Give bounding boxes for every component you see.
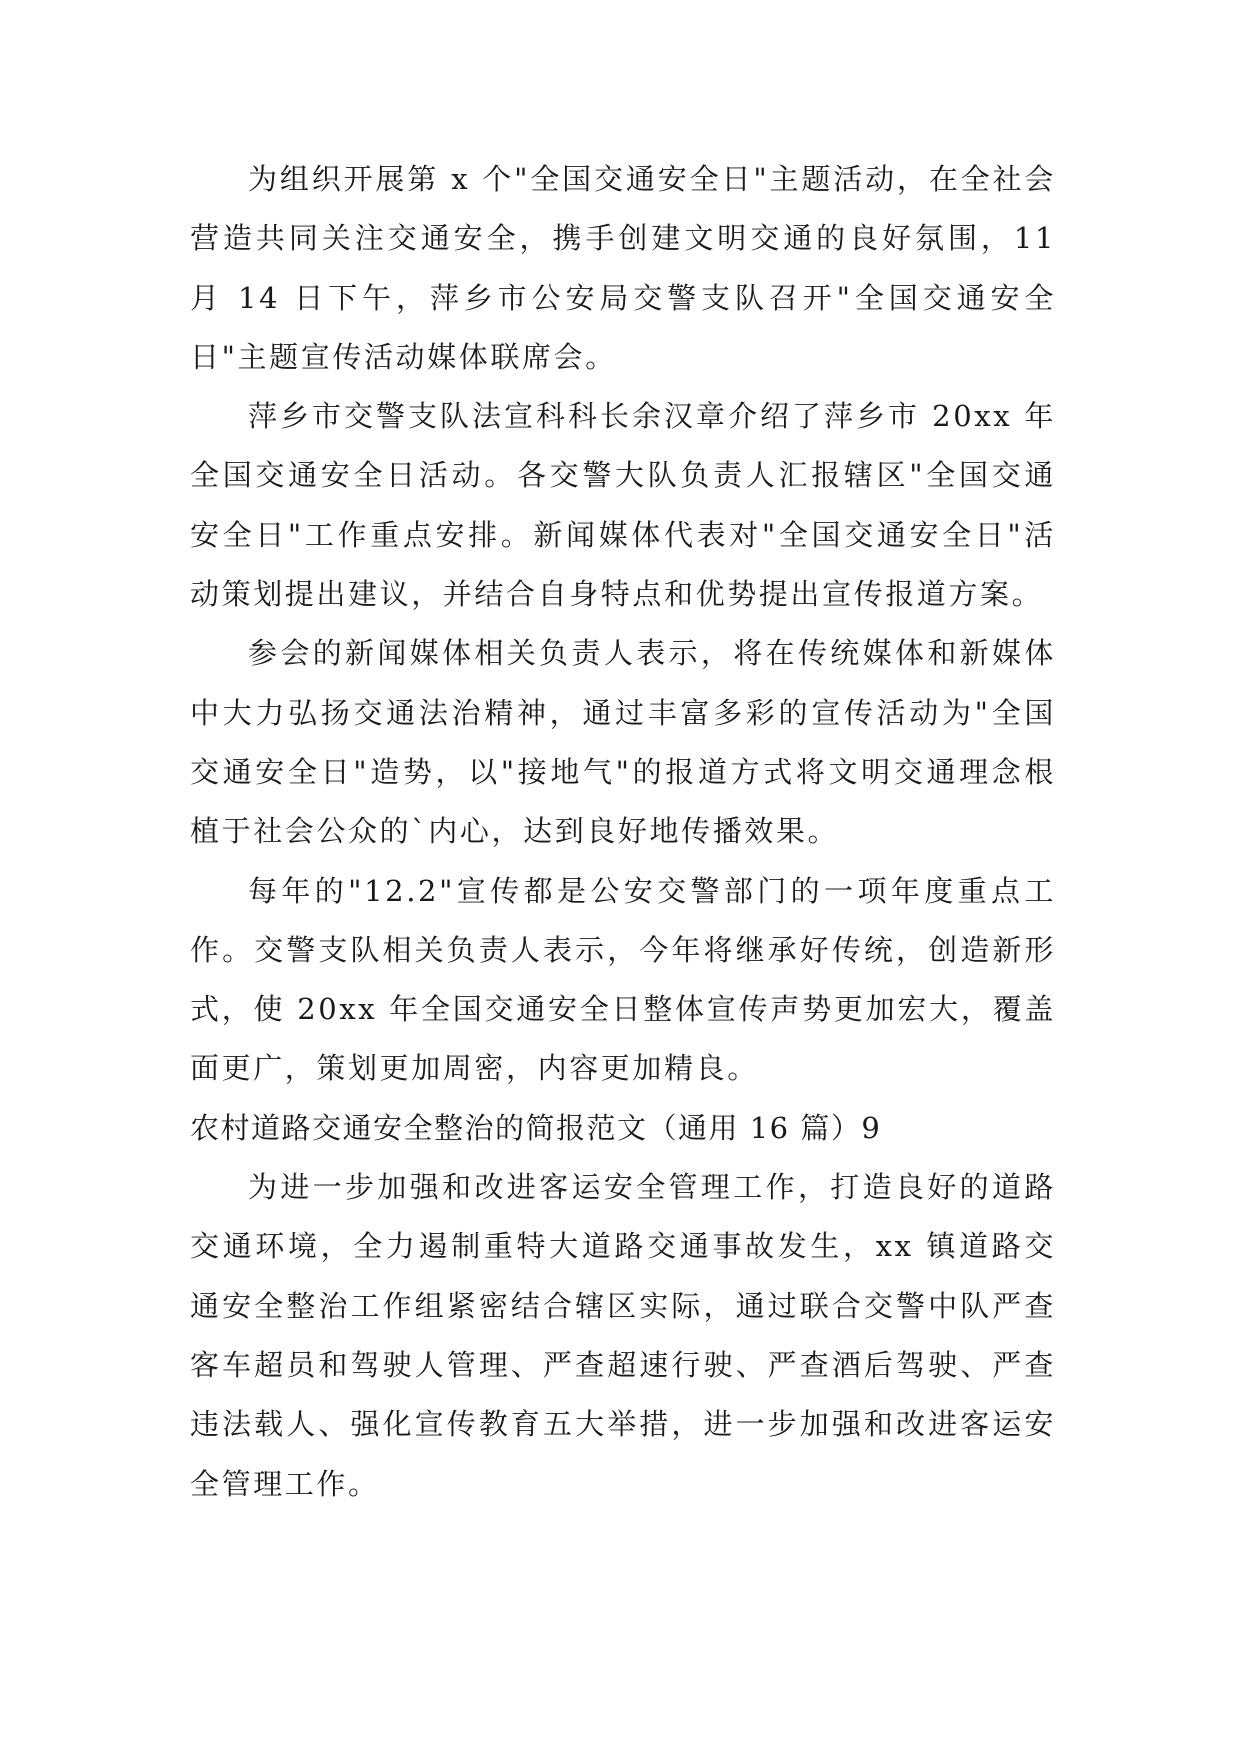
section-heading: 农村道路交通安全整治的简报范文（通用 16 篇）9 xyxy=(190,1110,882,1145)
paragraph-1: 为组织开展第 x 个"全国交通安全日"主题活动，在全社会营造共同关注交通安全，携手创建文明交通的良好氛围，11 月 14 日下午，萍乡市公安局交警支队召开"全国交通安全日"主题宣传活动媒体联席会。 xyxy=(190,162,1056,374)
paragraph-3: 参会的新闻媒体相关负责人表示，将在传统媒体和新媒体中大力弘扬交通法治精神，通过丰富多彩的宣传活动为"全国交通安全日"造势，以"接地气"的报道方式将文明交通理念根植于社会公众的`内心，达到良好地传播效果。 xyxy=(190,636,1056,849)
paragraph-4: 每年的"12.2"宣传都是公安交警部门的一项年度重点工作。交警支队相关负责人表示，今年将继承好传统，创造新形式，使 20xx 年全国交通安全日整体宣传声势更加宏大，覆盖面更广，策划更加周密，内容更加精良。 xyxy=(190,873,1056,1086)
paragraph-2: 萍乡市交警支队法宣科科长余汉章介绍了萍乡市 20xx 年全国交通安全日活动。各交警大队负责人汇报辖区"全国交通安全日"工作重点安排。新闻媒体代表对"全国交通安全日"活动策划提出建议，并结合自身特点和优势提出宣传报道方案。 xyxy=(190,399,1056,612)
document-page xyxy=(190,150,1056,1514)
section-paragraph-1: 为进一步加强和改进客运安全管理工作，打造良好的道路交通环境，全力遏制重特大道路交通事故发生，xx 镇道路交通安全整治工作组紧密结合辖区实际，通过联合交警中队严查客车超员和驾驶人管理、严查超速行驶、严查酒后驾驶、严查违法载人、强化宣传教育五大举措，进一步加强和改进客运安全管理工作。 xyxy=(190,1170,1056,1501)
